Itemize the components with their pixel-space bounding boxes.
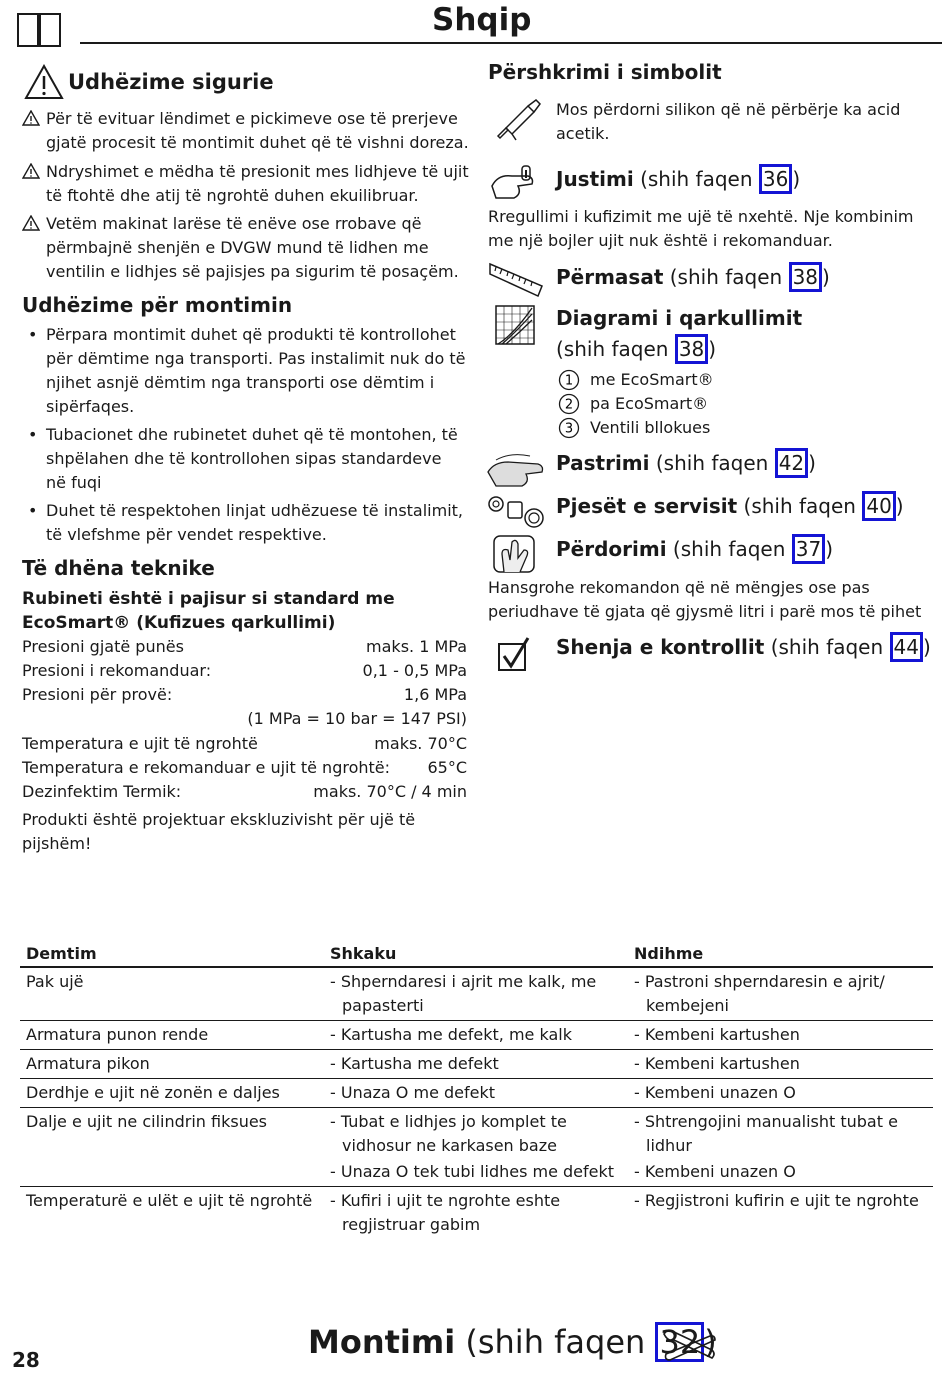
usage-close: ) — [825, 537, 834, 561]
footer-title-bold: Montimi — [308, 1323, 456, 1361]
safety-heading: Udhëzime sigurie — [68, 70, 274, 94]
cleaning-hand-icon — [486, 448, 546, 490]
title-divider — [80, 42, 942, 44]
bullet: • — [28, 425, 38, 444]
cause-cell — [324, 967, 628, 1021]
spec-label: Presioni i rekomanduar: — [22, 661, 212, 680]
wrench-icon — [660, 1326, 718, 1366]
circled-number-text: 1 — [564, 373, 574, 389]
technical-subheading: EcoSmart® (Kufizues qarkullimi) — [22, 613, 336, 633]
column-header: Ndihme — [628, 942, 933, 967]
damage-cell: Armatura punon rende — [20, 1021, 324, 1050]
spec-value: 0,1 - 0,5 MPa — [362, 661, 467, 680]
spec-label: Temperatura e ujit të ngrohtë — [22, 734, 258, 753]
circled-number-text: 3 — [564, 421, 574, 437]
check-ref: (shih faqen — [770, 635, 890, 659]
cleaning-ref: (shih faqen — [655, 451, 775, 475]
service-close: ) — [895, 494, 904, 518]
assembly-item — [22, 499, 467, 547]
spec-row — [22, 659, 467, 683]
cause-cell — [324, 1079, 628, 1108]
adjust-link[interactable] — [556, 164, 800, 194]
assembly-item — [22, 423, 467, 495]
dimensions-ref: (shih faqen — [669, 265, 789, 289]
warning-triangle-icon — [24, 64, 64, 100]
safety-item-text: Vetëm makinat larëse të enëve ose rrobave që përmbajnë shenjën e DVGW mund të lidhen me ventilin e lidhjes së pajisjes pa sigurim të posaçëm. — [46, 214, 459, 281]
cause-cell — [324, 1021, 628, 1050]
dimensions-label: Përmasat — [556, 265, 664, 289]
dimensions-close: ) — [822, 265, 830, 289]
dimensions-link[interactable] — [556, 262, 830, 292]
spec-row — [22, 756, 467, 780]
table-row — [20, 1050, 933, 1079]
flow-page-link[interactable]: 38 — [675, 334, 708, 364]
flow-item-text: pa EcoSmart® — [590, 394, 709, 413]
cause-cell — [324, 1108, 628, 1187]
damage-cell: Derdhje e ujit në zonën e daljes — [20, 1079, 324, 1108]
footer-page-link[interactable]: 32 — [655, 1322, 704, 1362]
cleaning-page-link[interactable]: 42 — [775, 448, 808, 478]
assembly-item — [22, 323, 467, 419]
spec-label: Temperatura e rekomanduar e ujit të ngrohtë: — [22, 758, 391, 777]
cause-line: - Tubat e lidhjes jo komplet te vidhosur ne karkasen baze — [330, 1112, 567, 1155]
usage-page-link[interactable]: 37 — [792, 534, 825, 564]
table-row — [20, 1187, 933, 1240]
page-number: 28 — [12, 1348, 40, 1372]
usage-ref: (shih faqen — [672, 537, 792, 561]
check-label: Shenja e kontrollit — [556, 635, 765, 659]
cleaning-close: ) — [808, 451, 816, 475]
remedy-cell — [628, 1050, 933, 1079]
technical-subheading: Rubineti është i pajisur si standard me — [22, 589, 395, 609]
remedy-line: - Shtrengojini manualisht tubat e lidhur — [634, 1112, 898, 1155]
silicone-note: Mos përdorni silikon që në përbërje ka acid acetik. — [556, 100, 901, 143]
assembly-item-text: Përpara montimit duhet që produkti të kontrollohet për dëmtime nga transporti. Pas instalimit nuk do të njihet asnjë dëmtim nga transporti ose dëmtim i sipërfaqes. — [46, 325, 466, 416]
check-close: ) — [922, 635, 931, 659]
column-header: Demtim — [20, 942, 324, 967]
adjust-label: Justimi — [556, 167, 634, 191]
cause-line: - Unaza O me defekt — [330, 1083, 496, 1102]
remedy-cell — [628, 1079, 933, 1108]
service-label: Pjesët e servisit — [556, 494, 738, 518]
spec-value: 65°C — [427, 758, 467, 777]
table-row — [20, 1108, 933, 1187]
flow-item — [558, 368, 858, 392]
remedy-line: - Kembeni kartushen — [634, 1025, 800, 1044]
remedy-cell — [628, 1021, 933, 1050]
flow-item-text: Ventili bllokues — [590, 418, 711, 437]
cleaning-link[interactable] — [556, 448, 816, 478]
technical-heading: Të dhëna teknike — [22, 556, 215, 580]
bullet: • — [28, 325, 38, 344]
safety-item-text: Për të evituar lëndimet e pickimeve ose të prerjeve gjatë procesit të montimit duhet që të vishni doreza. — [46, 109, 469, 152]
spec-row — [22, 732, 467, 756]
cause-line: - Kartusha me defekt, me kalk — [330, 1025, 572, 1044]
service-link[interactable] — [556, 491, 904, 521]
adjust-ref: (shih faqen — [640, 167, 759, 191]
footer-title-close: ) — [704, 1323, 717, 1361]
warning-icon — [22, 215, 40, 231]
flow-close: ) — [708, 337, 717, 361]
table-header-row — [20, 942, 933, 967]
flow-ref: (shih faqen — [556, 337, 675, 361]
remedy-line: - Kembeni unazen O — [634, 1162, 796, 1181]
table-row — [20, 967, 933, 1021]
adjust-close: ) — [792, 167, 801, 191]
safety-item — [22, 160, 467, 208]
usage-link[interactable] — [556, 534, 833, 564]
cleaning-label: Pastrimi — [556, 451, 650, 475]
adjust-page-link[interactable]: 36 — [759, 164, 792, 194]
troubleshooting-table — [20, 942, 933, 1239]
warning-icon — [22, 110, 40, 126]
flow-ref-link[interactable] — [556, 334, 716, 364]
damage-cell: Temperaturë e ulët e ujit të ngrohtë — [26, 1191, 313, 1210]
damage-cell: Dalje e ujit ne cilindrin fiksues — [20, 1108, 324, 1187]
service-page-link[interactable]: 40 — [862, 491, 895, 521]
spec-value: maks. 70°C / 4 min — [313, 782, 467, 801]
service-parts-icon — [486, 490, 546, 530]
cause-line: - Kufiri i ujit te ngrohte eshte regjistruar gabim — [330, 1191, 561, 1234]
remedy-line: - Pastroni shperndaresin e ajrit/ kembejeni — [634, 972, 885, 1015]
dimensions-page-link[interactable]: 38 — [789, 262, 822, 292]
cause-line: - Kartusha me defekt — [330, 1054, 499, 1073]
warning-icon — [22, 163, 40, 179]
spec-value: (1 MPa = 10 bar = 147 PSI) — [247, 709, 467, 728]
column-header: Shkaku — [324, 942, 628, 967]
footer-title-ref: (shih faqen — [455, 1323, 656, 1361]
silicone-gun-icon — [492, 98, 544, 142]
checkbox-check-icon — [496, 636, 532, 674]
ruler-icon — [488, 262, 544, 300]
flow-diagram-icon — [494, 304, 536, 346]
remedy-line: - Kembeni unazen O — [634, 1083, 796, 1102]
damage-cell: Pak ujë — [20, 967, 324, 1021]
spec-row — [22, 780, 467, 804]
safety-item — [22, 212, 467, 284]
usage-hand-icon — [490, 532, 542, 576]
safety-item — [22, 107, 467, 155]
flow-label-link[interactable] — [556, 304, 802, 332]
spec-label: Presioni gjatë punës — [22, 637, 184, 656]
page-title: Shqip — [432, 2, 532, 38]
spec-value: 1,6 MPa — [403, 685, 467, 704]
usage-note: Hansgrohe rekomandon që në mëngjes ose pas periudhave të gjata që gjysmë litri i parë mos të pihet — [488, 578, 922, 621]
cause-line: - Shperndaresi i ajrit me kalk, me papasterti — [330, 972, 597, 1015]
assembly-heading: Udhëzime për montimin — [22, 293, 293, 317]
flow-label: Diagrami i qarkullimit — [556, 306, 803, 330]
symbols-heading: Përshkrimi i simbolit — [488, 60, 722, 84]
spec-row — [22, 683, 467, 707]
flow-item — [558, 392, 858, 416]
remedy-cell — [628, 1108, 933, 1187]
spec-value: maks. 70°C — [374, 734, 467, 753]
adjust-note: Rregullimi i kufizimit me ujë të nxehtë. Nje kombinim me një bojler ujit nuk është i rekomanduar. — [488, 207, 914, 250]
circled-number — [558, 369, 580, 391]
spec-value: maks. 1 MPa — [366, 637, 467, 656]
thermometer-hand-icon — [488, 164, 544, 204]
circled-number-text: 2 — [564, 397, 574, 413]
table-row — [20, 1079, 933, 1108]
remedy-cell — [628, 967, 933, 1021]
cause-cell — [324, 1050, 628, 1079]
spec-label: Dezinfektim Termik: — [22, 782, 182, 801]
assembly-footer-link[interactable] — [308, 1322, 717, 1362]
usage-label: Përdorimi — [556, 537, 667, 561]
damage-cell: Armatura pikon — [20, 1050, 324, 1079]
circled-number — [558, 393, 580, 415]
circled-number — [558, 417, 580, 439]
check-link[interactable] — [556, 632, 931, 662]
spec-row — [22, 707, 467, 731]
table-row — [20, 1021, 933, 1050]
spec-row — [22, 635, 467, 659]
flow-item — [558, 416, 858, 440]
spec-label: Presioni për provë: — [22, 685, 173, 704]
assembly-item-text: Duhet të respektohen linjat udhëzuese të instalimit, të vlefshme për vendet respektive. — [46, 501, 464, 544]
safety-item-text: Ndryshimet e mëdha të presionit mes lidhjeve të ujit të ftohtë dhe atij të ngrohtë duhen ekuilibruar. — [46, 162, 469, 205]
check-page-link[interactable]: 44 — [890, 632, 923, 662]
remedy-line: - Regjistroni kufirin e ujit te ngrohte — [634, 1191, 919, 1210]
service-ref: (shih faqen — [743, 494, 863, 518]
assembly-item-text: Tubacionet dhe rubinetet duhet që të montohen, të shpëlahen dhe të kontrollohen sipas standardeve në fuqi — [46, 425, 458, 492]
flow-item-text: me EcoSmart® — [590, 370, 714, 389]
remedy-line: - Kembeni kartushen — [634, 1054, 800, 1073]
bullet: • — [28, 501, 38, 520]
manual-book-icon — [16, 10, 62, 48]
cause-line: - Unaza O tek tubi lidhes me defekt — [330, 1162, 615, 1181]
remedy-cell — [628, 1187, 933, 1240]
technical-note: Produkti është projektuar ekskluzivisht për ujë të pijshëm! — [22, 810, 416, 853]
cause-cell — [324, 1187, 628, 1240]
